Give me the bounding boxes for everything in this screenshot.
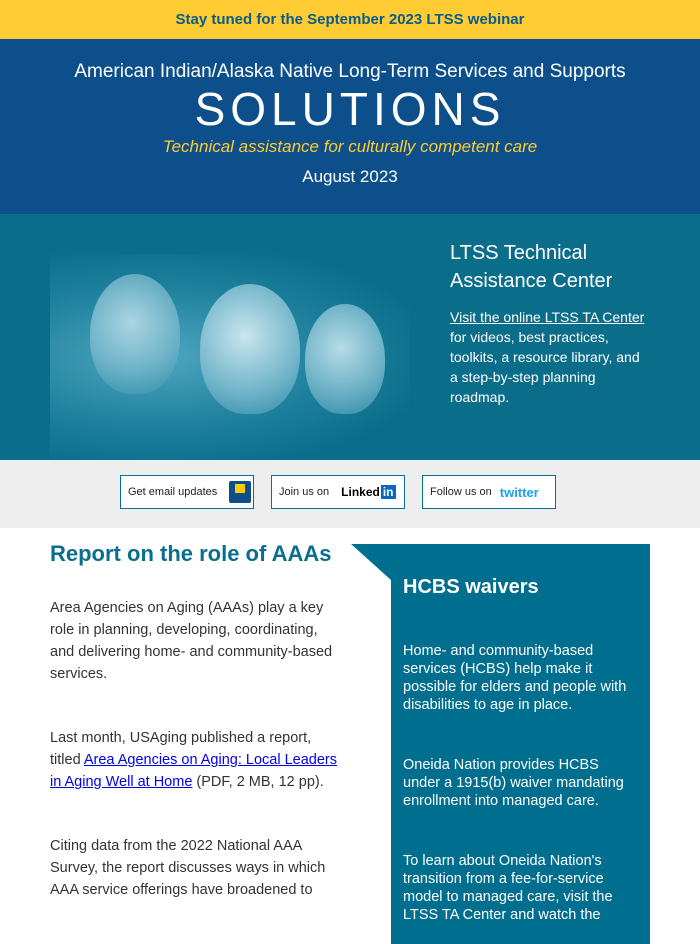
article-title: Report on the role of AAAs [50,541,332,566]
article-paragraph: Last month, USAging published a report, titled Area Agencies on Aging: Local Leaders in Aging Well at Home (PDF, 2 MB, 12 pp). [50,730,337,790]
header [0,39,700,214]
hero-heading: LTSS Technical Assistance Center [450,242,613,292]
webinar-banner[interactable]: Stay tuned for the September 2023 LTSS webinar [0,0,700,39]
email-updates-button[interactable]: Get email updates [120,475,254,509]
report-link[interactable]: Area Agencies on Aging: Local Leaders in Aging Well at Home [50,752,337,790]
header-title: SOLUTIONS [194,83,506,135]
ta-center-link[interactable]: Visit the online LTSS TA Center [450,309,645,325]
sidebar-corner [351,544,391,580]
article [50,542,340,901]
elders-photo [50,254,410,460]
article-paragraph: Citing data from the 2022 National AAA Survey, the report discusses ways in which AAA service offerings have broadened to [50,838,326,898]
hcbs-sidebar [391,544,650,944]
sidebar-paragraph: Oneida Nation provides HCBS under a 1915(b) waiver mandating enrollment into managed care. [403,757,624,809]
header-tagline: Technical assistance for culturally competent care [162,137,538,156]
linkedin-button[interactable]: Join us on Linked in [271,475,405,509]
social-bar [0,460,700,528]
article-paragraph: Area Agencies on Aging (AAAs) play a key role in planning, developing, coordinating, and delivering home- and community-based services. [50,600,333,682]
twitter-logo: twitter [499,484,539,500]
hero-text: Visit the online LTSS TA Center for videos, best practices, toolkits, a resource library, and a step-by-step planning roadmap. [450,309,645,405]
header-subtitle: American Indian/Alaska Native Long-Term Services and Supports [74,61,626,82]
twitter-button[interactable]: Follow us on twitter [422,475,556,509]
issue-date: August 2023 [302,167,398,186]
envelope-icon [229,481,251,503]
hero [0,214,700,460]
linkedin-logo: Linked in [341,485,394,499]
sidebar-paragraph: Home- and community-based services (HCBS) help make it possible for elders and people with disabilities to age in place. [403,643,627,713]
sidebar-paragraph: To learn about Oneida Nation's transition from a fee-for-service model to managed care, visit the LTSS TA Center and watch the [403,853,613,923]
sidebar-title: HCBS waivers [403,576,539,598]
